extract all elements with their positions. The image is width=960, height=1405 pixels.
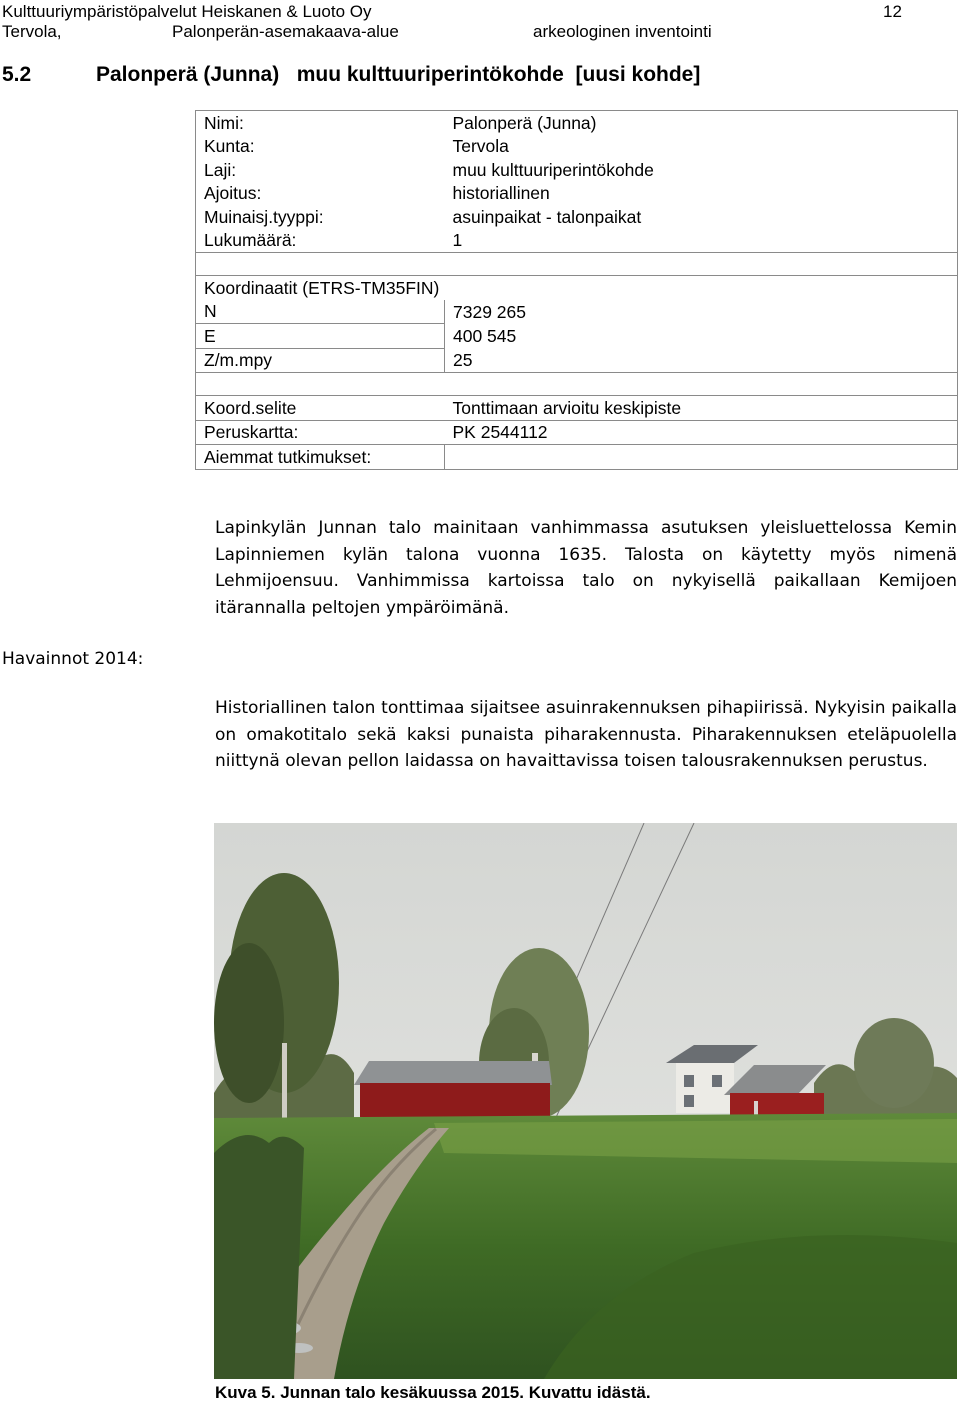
coord-row xyxy=(196,300,958,324)
header-municipality: Tervola, xyxy=(2,22,62,41)
site-info-table xyxy=(195,110,958,470)
coord-row xyxy=(196,348,958,373)
photo-illustration xyxy=(214,823,957,1379)
spacer-row xyxy=(196,253,958,276)
section-heading xyxy=(2,63,701,87)
info-value: Tervola xyxy=(445,135,958,159)
coord-value: 7329 265 xyxy=(445,300,958,324)
info-value: historiallinen xyxy=(445,182,958,206)
page-number: 12 xyxy=(883,2,902,21)
observations-paragraph-2: Historiallinen talon tonttimaa sijaitsee asuinrakennuksen pihapiirissä. Nykyisin paikalla on omakotitalo sekä kaksi punaista piharakennusta. Piharakennuksen eteläpuolella niittynä olevan pellon laidassa on havaittavissa toisen talousrakennuksen perustus. xyxy=(215,698,957,771)
info-label: Lukumäärä: xyxy=(196,229,445,253)
info-value: muu kulttuuriperintökohde xyxy=(445,158,958,182)
extra-row xyxy=(196,396,958,421)
observations-label: Havainnot 2014: xyxy=(2,649,144,669)
extra-row xyxy=(196,445,958,470)
info-row xyxy=(196,205,958,229)
extra-label: Koord.selite xyxy=(196,396,445,421)
extra-value: PK 2544112 xyxy=(445,420,958,445)
header-report-type: arkeologinen inventointi xyxy=(533,22,712,41)
info-value: asuinpaikat - talonpaikat xyxy=(445,205,958,229)
extra-value xyxy=(445,445,958,470)
coord-value: 25 xyxy=(445,348,958,373)
extra-label: Aiemmat tutkimukset: xyxy=(196,445,445,470)
extra-row xyxy=(196,420,958,445)
section-title: Palonperä (Junna) muu kulttuuriperintökohde [uusi kohde] xyxy=(96,63,701,86)
coord-label: N xyxy=(196,300,445,324)
section-number: 5.2 xyxy=(2,63,32,86)
coords-title: Koordinaatit (ETRS-TM35FIN) xyxy=(196,276,958,300)
extra-value: Tonttimaan arvioitu keskipiste xyxy=(445,396,958,421)
spacer-row xyxy=(196,373,958,396)
info-value: 1 xyxy=(445,229,958,253)
extra-label: Peruskartta: xyxy=(196,420,445,445)
info-value: Palonperä (Junna) xyxy=(445,111,958,135)
info-label: Kunta: xyxy=(196,135,445,159)
header-area: Palonperän-asemakaava-alue xyxy=(172,22,399,41)
observations-paragraph-1: Lapinkylän Junnan talo mainitaan vanhimmassa asutuksen yleisluettelossa Kemin Lapinniemen kylän talona vuonna 1635. Talosta on käytetty myös nimenä Lehmijoensuu. Vanhimmissa kartoissa talo on nykyisellä paikallaan Kemijoen itärannalla peltojen ympäröimänä. xyxy=(215,518,957,618)
info-label: Nimi: xyxy=(196,111,445,135)
info-row xyxy=(196,229,958,253)
header-company: Kulttuuriympäristöpalvelut Heiskanen & Luoto Oy xyxy=(2,2,372,21)
coord-label: E xyxy=(196,324,445,349)
coord-value: 400 545 xyxy=(445,324,958,349)
info-row xyxy=(196,182,958,206)
coord-row xyxy=(196,324,958,349)
figure-caption: Kuva 5. Junnan talo kesäkuussa 2015. Kuvattu idästä. xyxy=(215,1383,651,1402)
info-row xyxy=(196,111,958,135)
info-label: Ajoitus: xyxy=(196,182,445,206)
coords-title-row xyxy=(196,276,958,300)
info-label: Laji: xyxy=(196,158,445,182)
info-label: Muinaisj.tyyppi: xyxy=(196,205,445,229)
info-row xyxy=(196,135,958,159)
coord-label: Z/m.mpy xyxy=(196,348,445,373)
info-row xyxy=(196,158,958,182)
site-photo xyxy=(214,823,957,1379)
